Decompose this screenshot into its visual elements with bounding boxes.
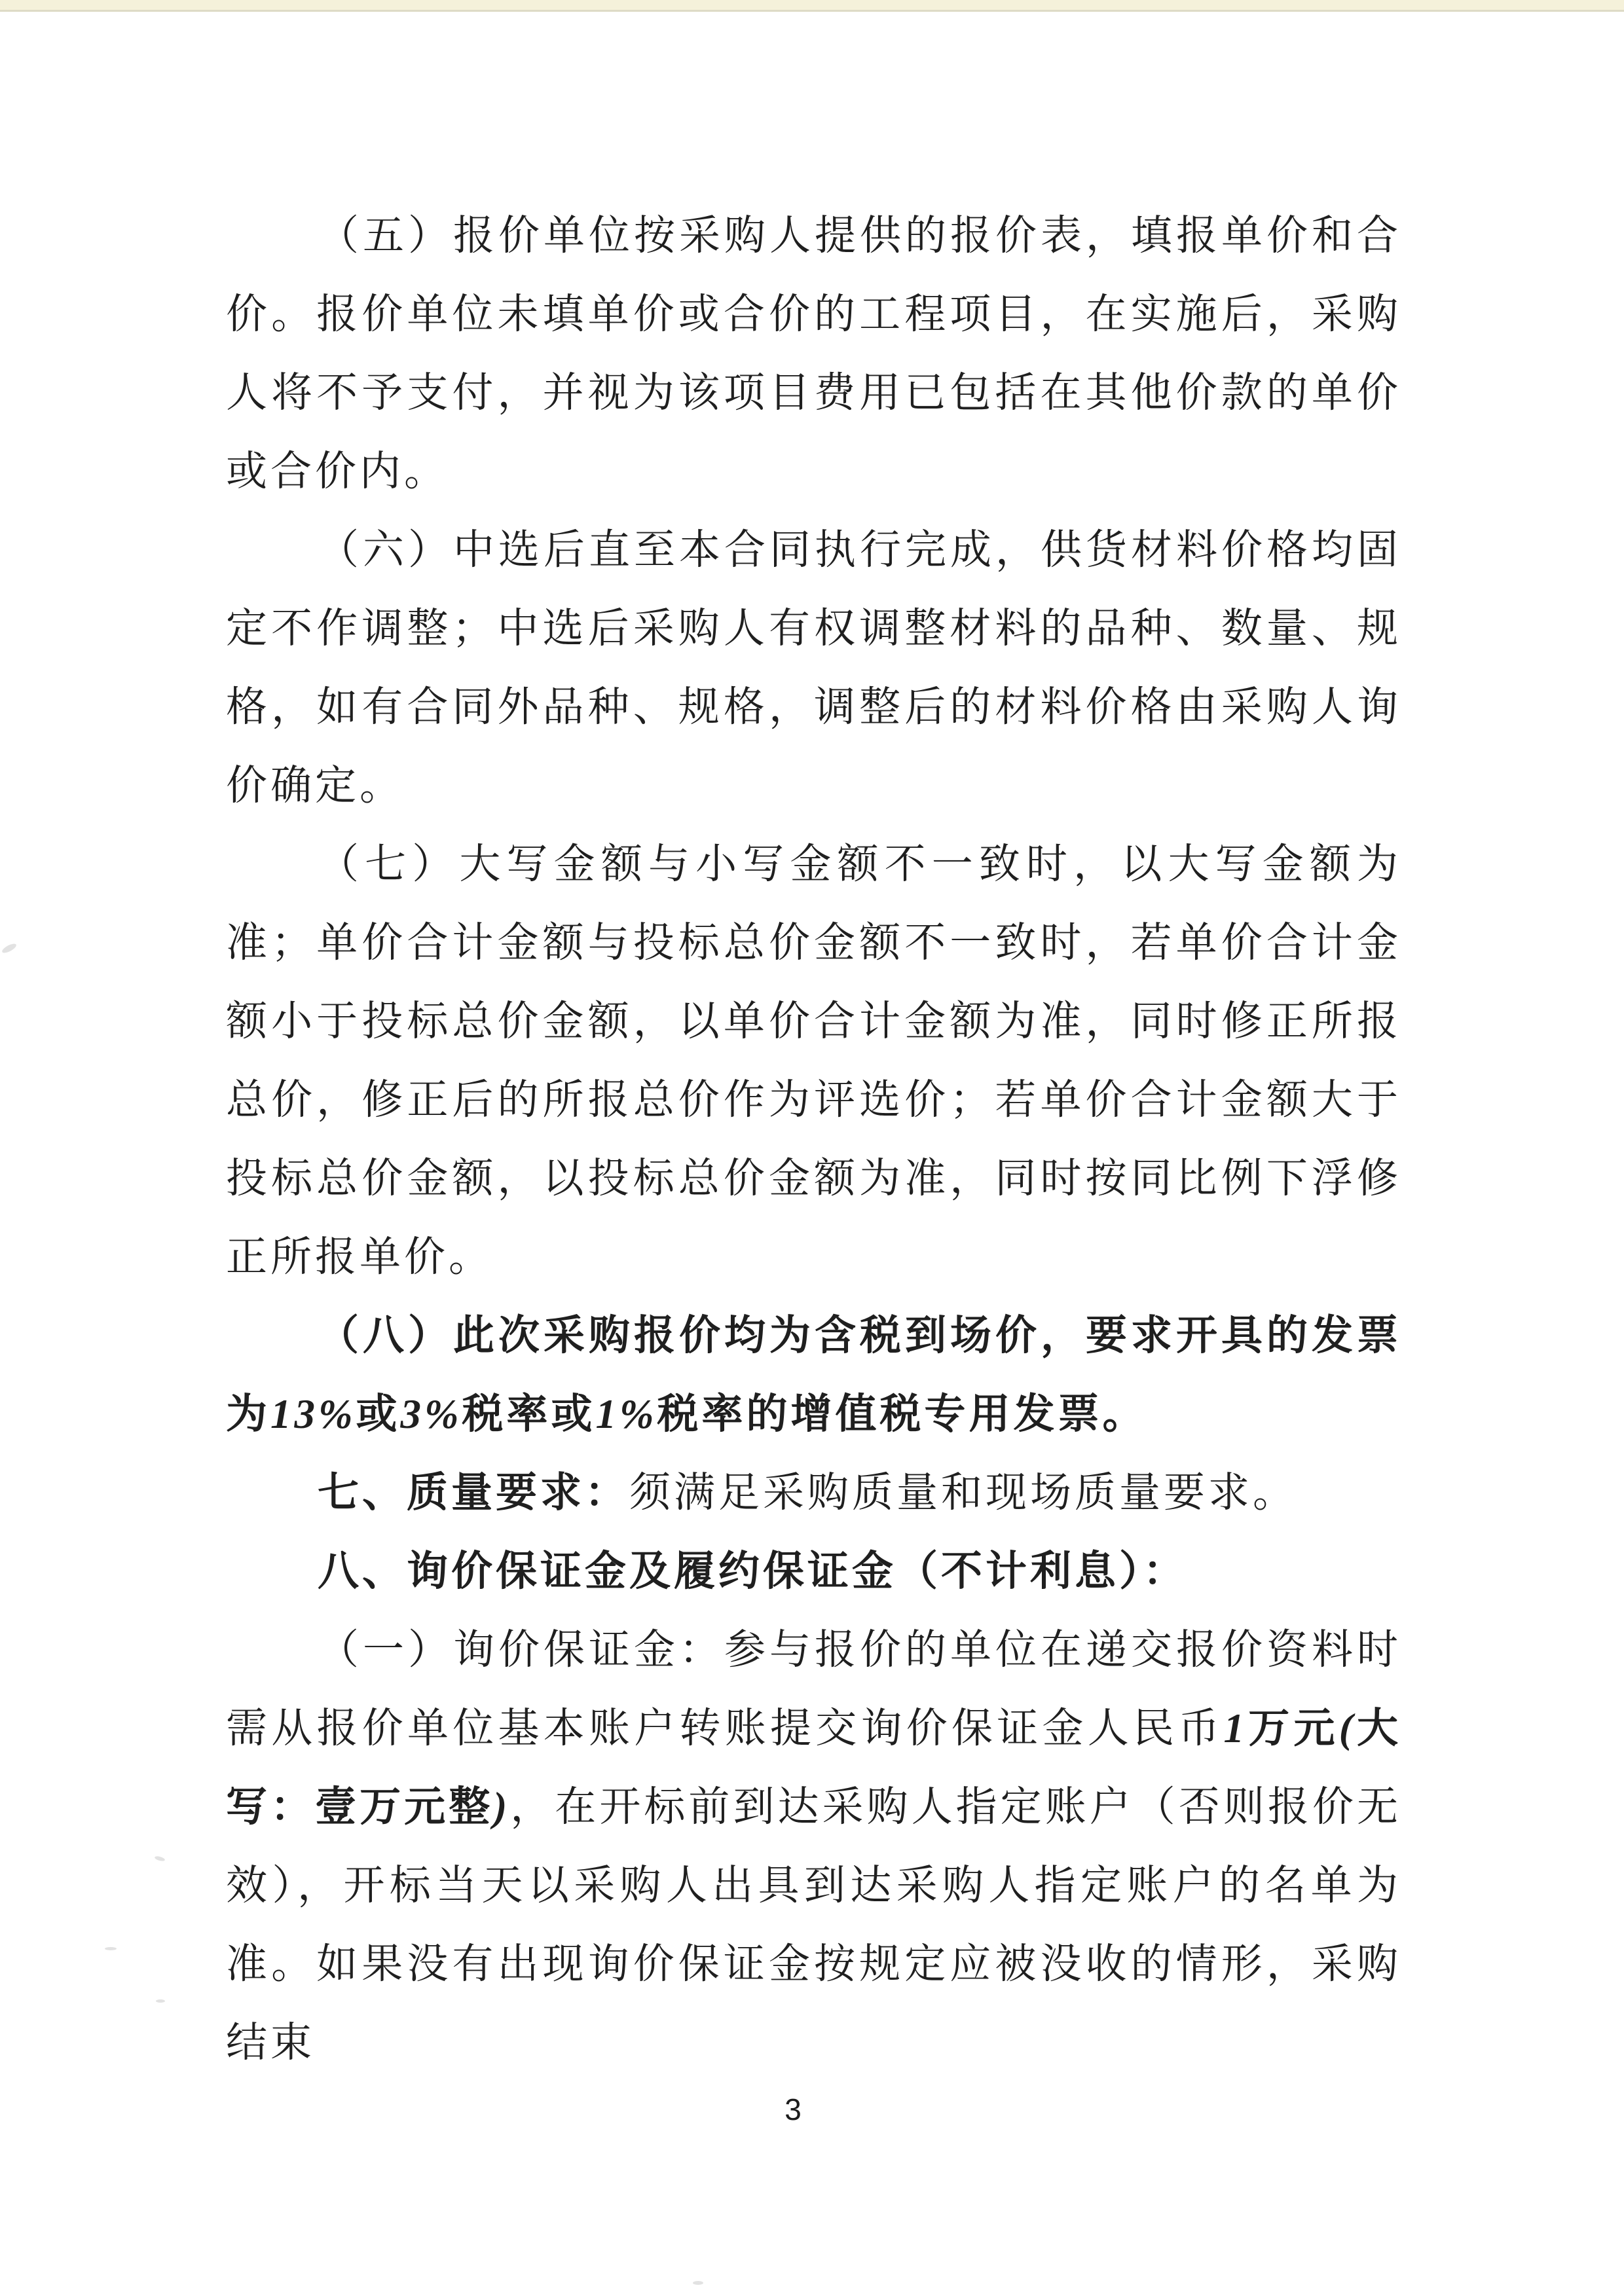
paragraph-item-8	[226, 1296, 1401, 1453]
scan-speck	[693, 2281, 703, 2285]
section-heading-quality: 七、质量要求：	[318, 1470, 629, 1516]
paragraph-item-1-inquiry-deposit	[226, 1611, 1401, 2082]
text-segment: 须满足采购质量和现场质量要求。	[629, 1470, 1297, 1516]
paragraph-item-5	[226, 196, 1401, 511]
text-segment: （一）询价保证金：参与报价的单位在递交报价资料时需从报价单位基本账户转账提交询价保证金人民币	[226, 1627, 1401, 1751]
paragraph-section-7-quality	[226, 1453, 1401, 1532]
section-heading-deposit: 八、询价保证金及履约保证金（不计利息）：	[318, 1548, 1188, 1594]
text-segment: （七）大写金额与小写金额不一致时，以大写金额为准；单价合计金额与投标总价金额不一致时，若单价合计金额小于投标总价金额，以单价合计金额为准，同时修正所报总价，修正后的所报总价作为评选价；若单价合计金额大于投标总价金额，以投标总价金额为准，同时按同比例下浮修正所报单价。	[226, 841, 1401, 1280]
scan-speck	[156, 1999, 165, 2003]
paragraph-section-8-deposit	[226, 1532, 1401, 1611]
scan-speck	[154, 1855, 165, 1862]
text-segment: ，在开标前到达采购人指定账户（否则报价无效），开标当天以采购人出具到达采购人指定账户的名单为准。如果没有出现询价保证金按规定应被没收的情形，采购结束	[226, 1784, 1401, 2066]
text-segment: （五）报价单位按采购人提供的报价表，填报单价和合价。报价单位未填单价或合价的工程项目，在实施后，采购人将不予支付，并视为该项目费用已包括在其他价款的单价或合价内。	[226, 213, 1401, 494]
document-body-text	[226, 196, 1401, 2082]
text-segment: （六）中选后直至本合同执行完成，供货材料价格均固定不作调整；中选后采购人有权调整材料的品种、数量、规格，如有合同外品种、规格，调整后的材料价格由采购人询价确定。	[226, 527, 1401, 809]
scan-speck	[105, 1947, 117, 1950]
paragraph-item-6	[226, 511, 1401, 825]
page-number: 3	[784, 2092, 802, 2126]
deposit-amount-bold: 1万元(大写：壹万元整)	[226, 1705, 1401, 1830]
scan-speck	[1, 942, 17, 955]
text-segment-bold: （八）此次采购报价均为含税到场价，要求开具的发票为13%或3%税率或1%税率的增值税专用发票。	[226, 1313, 1401, 1437]
scanner-edge-band	[0, 0, 1624, 12]
paragraph-item-7	[226, 825, 1401, 1296]
